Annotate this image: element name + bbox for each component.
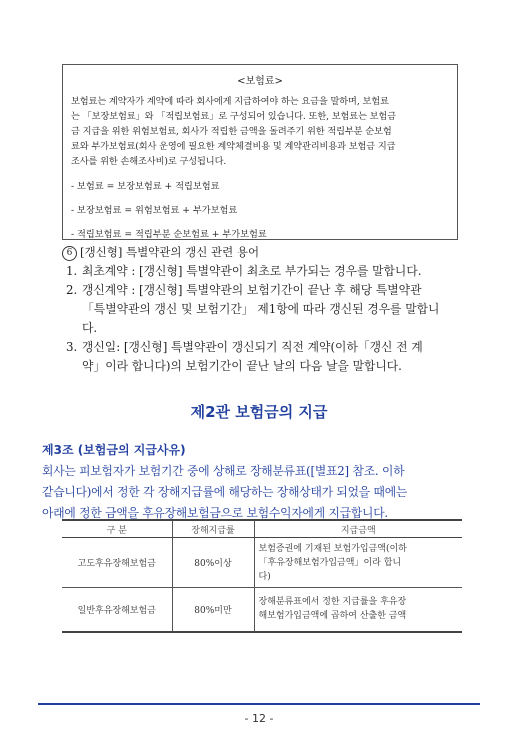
item-number: 3. — [66, 340, 78, 354]
chapter-title: 제2관 보험금의 지급 — [190, 403, 328, 421]
premium-info-box — [62, 64, 458, 240]
box-paragraph-line: 료와 부가보험료(회사 운영에 필요한 계약체결비용 및 계약관리비용과 보험금 지급 — [71, 141, 396, 152]
box-paragraph — [71, 94, 449, 169]
box-equation: - 적립보험료 = 적립부분 순보험료 + 부가보험료 — [71, 229, 267, 240]
table-row — [62, 538, 462, 588]
body-line: 같습니다)에서 정한 각 장해지급률에 해당하는 장해상태가 되었을 때에는 — [42, 485, 408, 499]
cell-line: 보험증권에 기재된 보험가입금액(이하 — [258, 543, 407, 554]
list-item — [66, 262, 466, 281]
item-number: 1. — [66, 264, 78, 278]
table-cell: 고도후유장해보험금 — [62, 538, 172, 588]
article-body — [42, 461, 474, 524]
circled-number: 6 — [62, 246, 77, 261]
box-title: <보험료> — [237, 76, 283, 87]
item-text: 약」이라 합니다)의 보험기간이 끝난 날의 다음 날을 말합니다. — [82, 359, 402, 373]
box-paragraph-line: 금 지급을 위한 위험보험료, 회사가 적립한 금액을 돌려주기 위한 적립부분 순보험 — [71, 126, 392, 137]
box-equation: - 보장보험료 = 위험보험료 + 부가보험료 — [71, 205, 238, 216]
cell-line: 다) — [258, 571, 271, 582]
table-header: 지급금액 — [254, 520, 462, 538]
item-text: 「특별약관의 갱신 및 보험기간」 제1항에 따라 갱신된 경우를 말합니 — [82, 302, 440, 316]
table-cell: 80%이상 — [172, 538, 254, 588]
item-text: 갱신일: [갱신형] 특별약관이 갱신되기 직전 계약(이하「갱신 전 계 — [82, 340, 423, 354]
article-title: 제3조 (보험금의 지급사유) — [42, 443, 186, 457]
item-text: 최초계약 : [갱신형] 특별약관이 최초로 부가되는 경우를 말합니다. — [82, 264, 422, 278]
list-item — [66, 338, 466, 376]
page-number: - 12 - — [244, 712, 274, 725]
body-line: 아래에 정한 금액을 후유장해보험금으로 보험수익자에게 지급합니다. — [42, 506, 388, 520]
table-header: 구 분 — [62, 520, 172, 538]
item-text: 갱신계약 : [갱신형] 특별약관의 보험기간이 끝난 후 해당 특별약관 — [82, 283, 422, 297]
table-cell: 80%미만 — [172, 588, 254, 632]
box-paragraph-line: 는 「보장보험료」와 「적립보험료」로 구성되어 있습니다. 또한, 보험료는 보험금 — [71, 111, 396, 122]
definition-list — [66, 262, 466, 376]
benefit-table — [62, 519, 462, 633]
table-cell — [254, 588, 462, 632]
cell-line: 「후유장해보험가입금액」이라 합니 — [258, 557, 402, 568]
table-row — [62, 588, 462, 632]
table-cell — [254, 538, 462, 588]
cell-line: 해보험가입금액에 곱하여 산출한 금액 — [258, 611, 407, 622]
footer-divider — [38, 703, 480, 705]
table-header: 장해지급률 — [172, 520, 254, 538]
box-paragraph-line: 보험료는 계약자가 계약에 따라 회사에게 지급하여야 하는 요금을 말하며, 보험료 — [71, 96, 389, 107]
item-text: 다. — [82, 321, 98, 335]
item-number: 2. — [66, 283, 78, 297]
body-line: 회사는 피보험자가 보험기간 중에 상해로 장해분류표([별표2] 참조. 이하 — [42, 464, 405, 478]
section-6-title: [갱신형] 특별약관의 갱신 관련 용어 — [80, 245, 260, 259]
table-cell: 일반후유장해보험금 — [62, 588, 172, 632]
box-equation: - 보험료 = 보장보험료 + 적립보험료 — [71, 181, 220, 192]
list-item — [66, 281, 466, 338]
table-header-row — [62, 520, 462, 538]
cell-line: 장해분류표에서 정한 지급률을 후유장 — [258, 597, 407, 608]
box-paragraph-line: 조사를 위한 손해조사비)로 구성됩니다. — [71, 156, 227, 167]
section-6-heading — [62, 244, 259, 261]
